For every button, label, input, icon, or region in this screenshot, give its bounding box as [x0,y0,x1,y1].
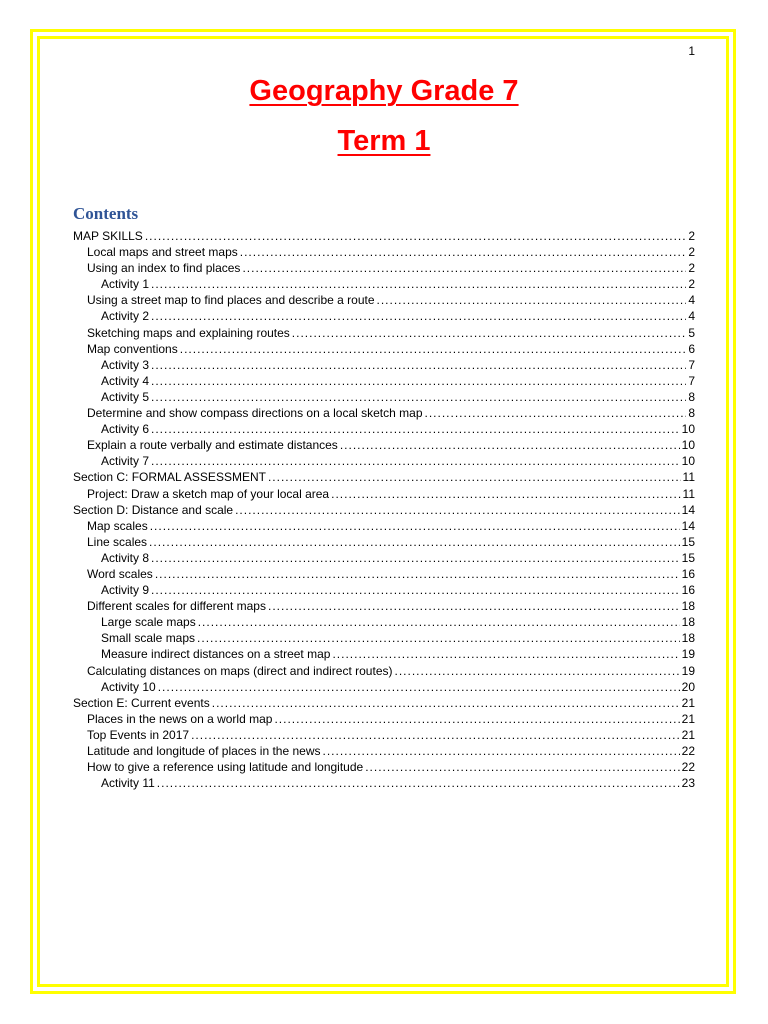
toc-leader-dots [323,743,680,759]
toc-leader-dots [149,534,680,550]
toc-leader-dots [235,502,680,518]
toc-entry[interactable] [73,228,695,244]
toc-leader-dots [145,228,686,244]
toc-entry-page: 10 [681,454,695,469]
toc-leader-dots [394,663,679,679]
toc-entry[interactable] [73,276,695,292]
toc-entry-label: Activity 6 [101,422,150,437]
toc-entry-page: 22 [681,744,695,758]
toc-leader-dots [268,469,681,485]
toc-leader-dots [151,389,686,405]
toc-entry-page: 11 [682,486,695,501]
toc-entry-label: Local maps and street maps [87,245,238,260]
toc-entry-page: 6 [688,341,695,356]
toc-entry-page: 21 [681,727,695,742]
toc-entry[interactable] [73,308,695,324]
toc-entry[interactable] [73,695,695,711]
toc-leader-dots [268,598,680,614]
toc-leader-dots [340,437,680,453]
toc-entry[interactable] [73,469,695,485]
toc-entry[interactable] [73,357,695,373]
toc-entry[interactable] [73,614,695,630]
toc-entry[interactable] [73,421,695,437]
toc-entry-label: Line scales [87,534,148,549]
toc-entry[interactable] [73,727,695,743]
toc-entry-label: Map scales [87,518,148,533]
toc-entry[interactable] [73,341,695,357]
toc-entry-page: 8 [688,389,695,404]
toc-entry[interactable] [73,373,695,389]
toc-entry-page: 2 [688,229,695,243]
toc-leader-dots [157,775,680,791]
toc-entry-label: Measure indirect distances on a street map [101,647,331,662]
toc-entry-label: Determine and show compass directions on a local sketch map [87,406,423,421]
toc-leader-dots [180,341,687,357]
toc-entry-page: 15 [681,534,695,549]
toc-entry-page: 15 [681,550,695,565]
toc-leader-dots [332,646,679,662]
toc-entry-label: Small scale maps [101,631,196,646]
toc-entry-page: 2 [688,277,695,292]
toc-leader-dots [151,550,680,566]
document-subtitle: Term 1 [337,125,431,157]
toc-entry-page: 10 [681,422,695,437]
toc-leader-dots [158,679,680,695]
toc-entry-label: Activity 11 [101,776,155,791]
toc-entry[interactable] [73,502,695,518]
toc-leader-dots [425,405,687,421]
toc-leader-dots [151,373,686,389]
toc-entry-label: Sketching maps and explaining routes [87,325,290,340]
toc-leader-dots [365,759,679,775]
toc-entry-label: Activity 5 [101,389,150,404]
toc-entry-page: 21 [681,711,695,726]
toc-entry-label: Large scale maps [101,615,196,630]
toc-leader-dots [377,292,687,308]
toc-entry-label: Explain a route verbally and estimate distances [87,438,338,453]
toc-entry-label: Top Events in 2017 [87,727,190,742]
toc-entry[interactable] [73,759,695,775]
toc-entry[interactable] [73,711,695,727]
toc-entry-page: 14 [681,518,695,533]
toc-entry[interactable] [73,244,695,260]
toc-entry-label: Activity 7 [101,454,150,469]
toc-leader-dots [151,308,686,324]
toc-entry-label: Using an index to find places [87,261,241,276]
toc-entry[interactable] [73,534,695,550]
toc-entry-page: 21 [681,695,695,710]
toc-entry[interactable] [73,518,695,534]
toc-entry-page: 4 [688,309,695,324]
toc-leader-dots [331,486,680,502]
toc-entry-label: Section E: Current events [73,695,210,710]
toc-entry[interactable] [73,292,695,308]
toc-entry-label: Calculating distances on maps (direct and indirect routes) [87,663,393,678]
toc-entry-page: 7 [688,357,695,372]
toc-entry-label: Places in the news on a world map [87,711,273,726]
toc-entry[interactable] [73,598,695,614]
toc-entry[interactable] [73,325,695,341]
toc-entry-label: Using a street map to find places and describe a route [87,293,375,308]
toc-entry-page: 20 [681,679,695,694]
toc-entry[interactable] [73,453,695,469]
toc-entry[interactable] [73,679,695,695]
table-of-contents [73,228,695,791]
contents-heading: Contents [73,204,139,223]
toc-entry-label: Activity 8 [101,550,150,565]
toc-entry[interactable] [73,405,695,421]
toc-leader-dots [151,453,680,469]
toc-entry-page: 2 [688,245,695,260]
toc-leader-dots [151,276,686,292]
toc-entry-label: Latitude and longitude of places in the news [87,744,321,758]
toc-entry-label: Activity 9 [101,583,150,598]
toc-entry-page: 18 [681,615,695,630]
toc-leader-dots [151,357,686,373]
document-title: Geography Grade 7 [249,75,519,107]
toc-entry[interactable] [73,437,695,453]
toc-leader-dots [240,244,687,260]
toc-entry[interactable] [73,260,695,276]
toc-entry-page: 18 [681,631,695,646]
toc-entry-label: Section D: Distance and scale [73,502,234,517]
toc-entry-label: Activity 4 [101,373,150,388]
toc-leader-dots [197,630,680,646]
toc-leader-dots [292,325,687,341]
toc-entry[interactable] [73,566,695,582]
toc-entry-label: Activity 1 [101,277,150,292]
toc-entry-page: 16 [681,583,695,598]
toc-entry-page: 23 [681,776,695,791]
toc-leader-dots [198,614,680,630]
toc-entry-page: 4 [688,293,695,308]
toc-entry-label: Activity 3 [101,357,150,372]
toc-entry-page: 18 [681,599,695,614]
toc-entry[interactable] [73,743,695,759]
toc-leader-dots [242,260,686,276]
toc-entry-page: 22 [681,760,695,775]
toc-leader-dots [191,727,680,743]
toc-entry-label: Project: Draw a sketch map of your local area [87,486,330,501]
toc-entry-page: 7 [688,373,695,388]
toc-entry-page: 8 [688,406,695,421]
toc-entry-page: 10 [681,438,695,453]
toc-entry-page: 19 [681,663,695,678]
toc-entry-label: Word scales [87,566,153,581]
toc-entry-page: 5 [688,325,695,340]
page-number: 1 [688,44,695,58]
toc-leader-dots [151,582,680,598]
toc-entry-label: Map conventions [87,341,178,356]
toc-leader-dots [155,566,680,582]
toc-leader-dots [274,711,679,727]
toc-entry-page: 14 [681,502,695,517]
toc-entry-label: MAP SKILLS [73,229,143,243]
toc-leader-dots [150,518,680,534]
toc-entry-label: Different scales for different maps [87,599,266,614]
toc-leader-dots [212,695,680,711]
toc-entry[interactable] [73,550,695,566]
toc-entry-page: 16 [681,566,695,581]
toc-entry-page: 2 [688,261,695,276]
toc-entry[interactable] [73,775,695,791]
toc-entry[interactable] [73,630,695,646]
toc-entry-label: Activity 10 [101,679,156,694]
toc-entry-page: 11 [682,470,695,485]
toc-entry[interactable] [73,486,695,502]
toc-entry[interactable] [73,582,695,598]
toc-entry[interactable] [73,663,695,679]
toc-entry[interactable] [73,389,695,405]
toc-entry-label: Activity 2 [101,309,150,324]
toc-entry-label: How to give a reference using latitude and longitude [87,760,364,775]
toc-leader-dots [151,421,680,437]
toc-entry[interactable] [73,646,695,662]
toc-entry-label: Section C: FORMAL ASSESSMENT [73,470,266,485]
toc-entry-page: 19 [681,647,695,662]
